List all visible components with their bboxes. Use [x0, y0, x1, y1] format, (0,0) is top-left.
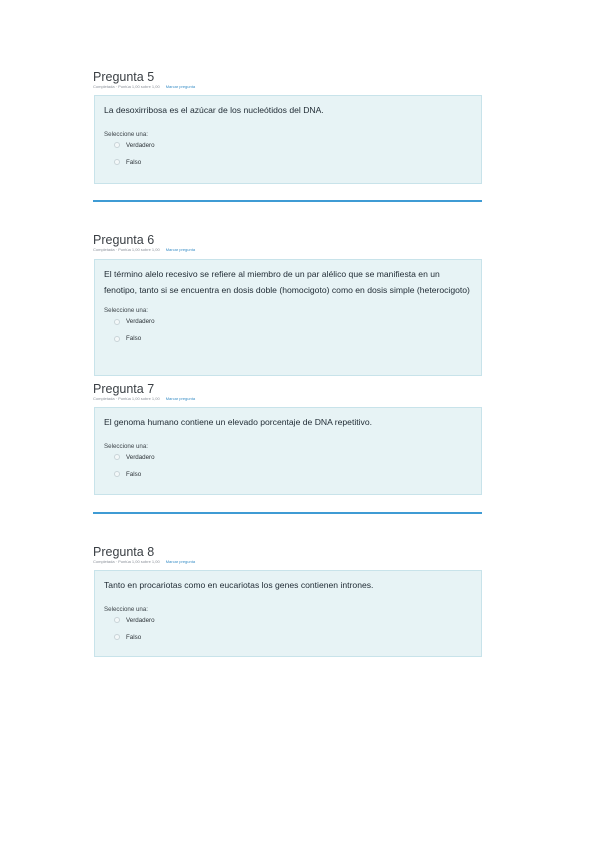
question-divider: [93, 512, 482, 514]
question-text: Tanto en procariotas como en eucariotas los genes contienen intrones.: [104, 580, 374, 590]
option-verdadero[interactable]: [114, 318, 472, 325]
radio-button[interactable]: [114, 454, 120, 460]
answer-prompt: Seleccione una:: [104, 130, 149, 138]
question-text: El genoma humano contiene un elevado porcentaje de DNA repetitivo.: [104, 417, 373, 427]
question-title: Pregunta 5: [93, 70, 155, 84]
flag-question-link[interactable]: Marcar pregunta: [165, 247, 196, 252]
question-status: Completada · Puntúa 1,00 sobre 1,00: [93, 396, 160, 401]
option-verdadero[interactable]: [114, 617, 472, 624]
question-5-header: [93, 70, 195, 90]
flag-question-link[interactable]: Marcar pregunta: [165, 559, 196, 564]
question-info: [93, 247, 195, 253]
question-info: [93, 559, 195, 565]
option-falso[interactable]: [114, 471, 472, 478]
flag-question-link[interactable]: Marcar pregunta: [165, 396, 196, 401]
radio-button[interactable]: [114, 336, 120, 342]
question-status: Completada · Puntúa 1,00 sobre 1,00: [93, 559, 160, 564]
radio-button[interactable]: [114, 142, 120, 148]
question-5-content: [94, 95, 482, 184]
question-text: El término alelo recesivo se refiere al miembro de un par alélico que se manifiesta en un fenotipo, tanto si se encuentra en dosis doble (homocigoto) como en dosis simple (heterocigoto): [104, 269, 470, 295]
question-8-content: [94, 570, 482, 657]
option-falso[interactable]: [114, 335, 472, 342]
question-status: Completada · Puntúa 1,00 sobre 1,00: [93, 247, 160, 252]
option-falso[interactable]: [114, 159, 472, 166]
question-text: La desoxirribosa es el azúcar de los nucleótidos del DNA.: [104, 105, 324, 115]
question-divider: [93, 200, 482, 202]
question-title: Pregunta 6: [93, 233, 155, 247]
question-status: Completada · Puntúa 1,00 sobre 1,00: [93, 84, 160, 89]
question-6-header: [93, 233, 195, 253]
question-7-content: [94, 407, 482, 495]
question-info: [93, 396, 195, 402]
radio-button[interactable]: [114, 471, 120, 477]
answer-prompt: Seleccione una:: [104, 605, 149, 613]
option-verdadero[interactable]: [114, 142, 472, 149]
answer-prompt: Seleccione una:: [104, 307, 149, 314]
answer-prompt: Seleccione una:: [104, 442, 149, 450]
option-label: Verdadero: [126, 318, 155, 325]
radio-button[interactable]: [114, 634, 120, 640]
option-label: Falso: [126, 335, 142, 342]
radio-button[interactable]: [114, 617, 120, 623]
question-title: Pregunta 8: [93, 545, 155, 559]
question-6-content: [94, 259, 482, 376]
option-label: Falso: [126, 470, 142, 478]
question-title: Pregunta 7: [93, 382, 155, 396]
question-8-header: [93, 545, 195, 565]
question-7-header: [93, 382, 195, 402]
option-label: Falso: [126, 158, 142, 166]
option-verdadero[interactable]: [114, 454, 472, 461]
option-label: Falso: [126, 633, 142, 641]
radio-button[interactable]: [114, 319, 120, 325]
question-info: [93, 84, 195, 90]
option-label: Verdadero: [126, 141, 155, 149]
flag-question-link[interactable]: Marcar pregunta: [165, 84, 196, 89]
option-label: Verdadero: [126, 616, 155, 624]
option-falso[interactable]: [114, 634, 472, 641]
option-label: Verdadero: [126, 453, 155, 461]
radio-button[interactable]: [114, 159, 120, 165]
